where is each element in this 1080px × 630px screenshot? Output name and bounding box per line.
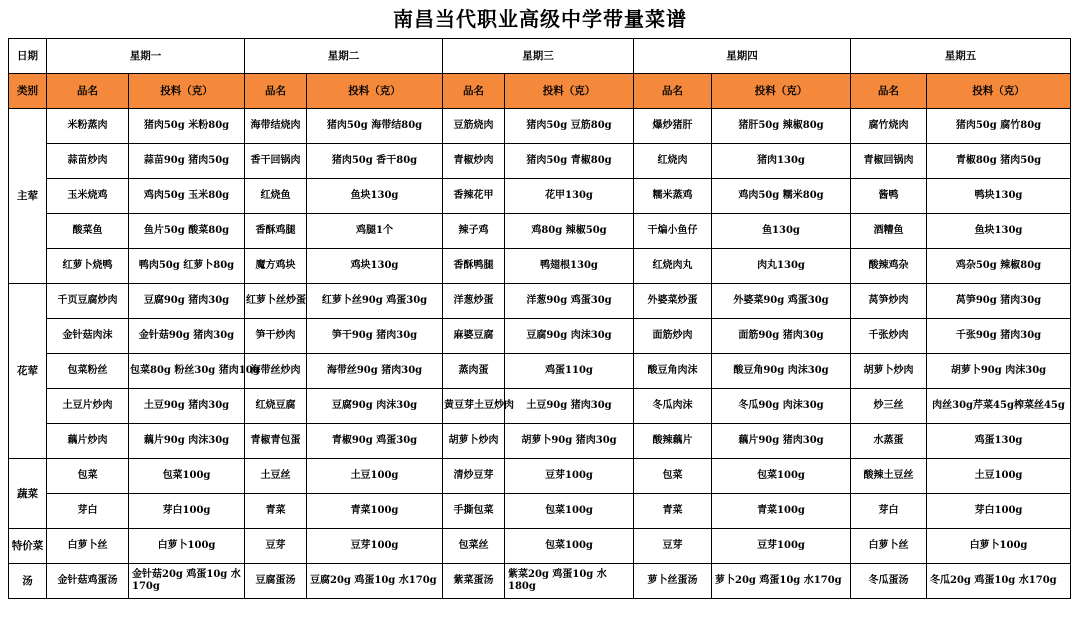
dish-amount: 猪肉50g 腐竹80g (927, 109, 1071, 144)
dish-name: 酸辣土豆丝 (851, 459, 927, 494)
dish-name: 白萝卜丝 (47, 529, 129, 564)
dish-name: 土豆丝 (245, 459, 307, 494)
dish-name: 藕片炒肉 (47, 424, 129, 459)
dish-name: 豆筋烧肉 (443, 109, 505, 144)
menu-row (9, 424, 1071, 459)
dish-name: 洋葱炒蛋 (443, 284, 505, 319)
dish-amount: 土豆100g (307, 459, 443, 494)
dish-amount: 鱼块130g (307, 179, 443, 214)
category-cell: 汤 (9, 564, 47, 599)
dish-amount: 土豆100g (927, 459, 1071, 494)
dish-amount: 包菜100g (505, 529, 634, 564)
dish-amount: 豆芽100g (505, 459, 634, 494)
dish-name: 水蒸蛋 (851, 424, 927, 459)
dish-amount: 千张90g 猪肉30g (927, 319, 1071, 354)
dish-name: 海带结烧肉 (245, 109, 307, 144)
dish-amount: 鸡杂50g 辣椒80g (927, 249, 1071, 284)
dish-amount: 萝卜20g 鸡蛋10g 水170g (712, 564, 851, 599)
amount-header: 投料（克） (927, 74, 1071, 109)
dish-name: 冬瓜蛋汤 (851, 564, 927, 599)
dish-name: 芽白 (47, 494, 129, 529)
dish-amount: 豆芽100g (307, 529, 443, 564)
dish-name: 海带丝炒肉 (245, 354, 307, 389)
dish-amount: 豆腐90g 肉沫30g (307, 389, 443, 424)
dish-amount: 包菜100g (505, 494, 634, 529)
dish-amount: 猪肉50g 豆筋80g (505, 109, 634, 144)
dish-amount: 冬瓜20g 鸡蛋10g 水170g (927, 564, 1071, 599)
dish-amount: 肉丸130g (712, 249, 851, 284)
dish-name: 炒三丝 (851, 389, 927, 424)
dish-amount: 藕片90g 猪肉30g (712, 424, 851, 459)
dish-amount: 豆腐90g 肉沫30g (505, 319, 634, 354)
day-header: 星期四 (634, 39, 851, 74)
dish-name: 手撕包菜 (443, 494, 505, 529)
dish-amount: 外婆菜90g 鸡蛋30g (712, 284, 851, 319)
menu-row (9, 389, 1071, 424)
dish-amount: 胡萝卜90g 猪肉30g (505, 424, 634, 459)
dish-amount: 鸭块130g (927, 179, 1071, 214)
dish-name: 清炒豆芽 (443, 459, 505, 494)
day-row (9, 39, 1071, 74)
name-header: 品名 (245, 74, 307, 109)
menu-row (9, 249, 1071, 284)
category-cell: 蔬菜 (9, 459, 47, 529)
dish-amount: 肉丝30g芹菜45g榨菜丝45g (927, 389, 1071, 424)
dish-name: 千张炒肉 (851, 319, 927, 354)
dish-amount: 土豆90g 猪肉30g (505, 389, 634, 424)
dish-amount: 鸡80g 辣椒50g (505, 214, 634, 249)
dish-name: 土豆片炒肉 (47, 389, 129, 424)
menu-row (9, 319, 1071, 354)
dish-name: 玉米烧鸡 (47, 179, 129, 214)
dish-name: 面筋炒肉 (634, 319, 712, 354)
dish-amount: 金针菇90g 猪肉30g (129, 319, 245, 354)
dish-amount: 鸭肉50g 红萝卜80g (129, 249, 245, 284)
name-header: 品名 (443, 74, 505, 109)
dish-name: 包菜 (634, 459, 712, 494)
dish-name: 金针菇肉沫 (47, 319, 129, 354)
dish-name: 包菜丝 (443, 529, 505, 564)
category-cell: 特价菜 (9, 529, 47, 564)
dish-amount: 花甲130g (505, 179, 634, 214)
dish-amount: 鸭翅根130g (505, 249, 634, 284)
menu-row (9, 284, 1071, 319)
dish-name: 酸菜鱼 (47, 214, 129, 249)
dish-name: 腐竹烧肉 (851, 109, 927, 144)
dish-name: 糯米蒸鸡 (634, 179, 712, 214)
amount-header: 投料（克） (712, 74, 851, 109)
dish-name: 青椒回锅肉 (851, 144, 927, 179)
dish-name: 笋干炒肉 (245, 319, 307, 354)
dish-name: 红烧豆腐 (245, 389, 307, 424)
dish-name: 麻婆豆腐 (443, 319, 505, 354)
dish-amount: 包菜100g (712, 459, 851, 494)
dish-name: 红萝卜烧鸭 (47, 249, 129, 284)
name-header: 品名 (47, 74, 129, 109)
dish-amount: 猪肉130g (712, 144, 851, 179)
dish-amount: 冬瓜90g 肉沫30g (712, 389, 851, 424)
dish-amount: 青菜100g (712, 494, 851, 529)
dish-amount: 青椒90g 鸡蛋30g (307, 424, 443, 459)
dish-amount: 青菜100g (307, 494, 443, 529)
dish-name: 白萝卜丝 (851, 529, 927, 564)
dish-name: 香酥鸭腿 (443, 249, 505, 284)
dish-name: 红烧鱼 (245, 179, 307, 214)
dish-amount: 豆芽100g (712, 529, 851, 564)
dish-name: 豆腐蛋汤 (245, 564, 307, 599)
dish-amount: 藕片90g 肉沫30g (129, 424, 245, 459)
column-header-row (9, 74, 1071, 109)
dish-amount: 鸡腿1个 (307, 214, 443, 249)
dish-amount: 金针菇20g 鸡蛋10g 水170g (129, 564, 245, 599)
dish-name: 干煸小鱼仔 (634, 214, 712, 249)
dish-name: 青菜 (245, 494, 307, 529)
dish-amount: 洋葱90g 鸡蛋30g (505, 284, 634, 319)
dish-amount: 猪肝50g 辣椒80g (712, 109, 851, 144)
dish-amount: 青椒80g 猪肉50g (927, 144, 1071, 179)
amount-header: 投料（克） (505, 74, 634, 109)
dish-name: 米粉蒸肉 (47, 109, 129, 144)
dish-name: 青菜 (634, 494, 712, 529)
dish-amount: 包菜100g (129, 459, 245, 494)
menu-row (9, 459, 1071, 494)
dish-amount: 包菜80g 粉丝30g 猪肉10g (129, 354, 245, 389)
dish-name: 金针菇鸡蛋汤 (47, 564, 129, 599)
dish-name: 蒸肉蛋 (443, 354, 505, 389)
dish-name: 酒糟鱼 (851, 214, 927, 249)
dish-amount: 胡萝卜90g 肉沫30g (927, 354, 1071, 389)
dish-name: 酸辣鸡杂 (851, 249, 927, 284)
dish-name: 包菜粉丝 (47, 354, 129, 389)
menu-table (8, 38, 1071, 599)
menu-row (9, 494, 1071, 529)
menu-row (9, 144, 1071, 179)
amount-header: 投料（克） (129, 74, 245, 109)
dish-name: 辣子鸡 (443, 214, 505, 249)
day-header: 星期一 (47, 39, 245, 74)
dish-amount: 笋干90g 猪肉30g (307, 319, 443, 354)
dish-amount: 鱼块130g (927, 214, 1071, 249)
menu-row (9, 109, 1071, 144)
category-cell: 花荤 (9, 284, 47, 459)
dish-amount: 鸡块130g (307, 249, 443, 284)
dish-amount: 土豆90g 猪肉30g (129, 389, 245, 424)
category-cell: 主荤 (9, 109, 47, 284)
dish-name: 冬瓜肉沫 (634, 389, 712, 424)
name-header: 品名 (851, 74, 927, 109)
dish-amount: 猪肉50g 海带结80g (307, 109, 443, 144)
dish-amount: 鸡蛋130g (927, 424, 1071, 459)
dish-amount: 面筋90g 猪肉30g (712, 319, 851, 354)
dish-amount: 鸡肉50g 糯米80g (712, 179, 851, 214)
dish-name: 黄豆芽土豆炒肉 (443, 389, 505, 424)
dish-name: 胡萝卜炒肉 (443, 424, 505, 459)
dish-name: 红萝卜丝炒蛋 (245, 284, 307, 319)
dish-amount: 白萝卜100g (129, 529, 245, 564)
dish-name: 千页豆腐炒肉 (47, 284, 129, 319)
dish-amount: 红萝卜丝90g 鸡蛋30g (307, 284, 443, 319)
dish-amount: 豆腐20g 鸡蛋10g 水170g (307, 564, 443, 599)
dish-name: 蒜苗炒肉 (47, 144, 129, 179)
name-header: 品名 (634, 74, 712, 109)
dish-name: 红烧肉 (634, 144, 712, 179)
dish-name: 芽白 (851, 494, 927, 529)
dish-name: 酸豆角肉沫 (634, 354, 712, 389)
day-header: 星期二 (245, 39, 443, 74)
dish-amount: 白萝卜100g (927, 529, 1071, 564)
dish-name: 豆芽 (245, 529, 307, 564)
dish-name: 青椒炒肉 (443, 144, 505, 179)
dish-name: 香干回锅肉 (245, 144, 307, 179)
dish-name: 包菜 (47, 459, 129, 494)
day-header: 星期三 (443, 39, 634, 74)
menu-body (9, 39, 1071, 599)
menu-row (9, 214, 1071, 249)
dish-amount: 酸豆角90g 肉沫30g (712, 354, 851, 389)
day-header: 星期五 (851, 39, 1071, 74)
dish-name: 红烧肉丸 (634, 249, 712, 284)
dish-name: 莴笋炒肉 (851, 284, 927, 319)
dish-name: 萝卜丝蛋汤 (634, 564, 712, 599)
day-label: 日期 (9, 39, 47, 74)
dish-amount: 芽白100g (129, 494, 245, 529)
dish-amount: 鱼片50g 酸菜80g (129, 214, 245, 249)
menu-row (9, 354, 1071, 389)
dish-amount: 猪肉50g 米粉80g (129, 109, 245, 144)
dish-name: 青椒青包蛋 (245, 424, 307, 459)
dish-name: 香酥鸡腿 (245, 214, 307, 249)
dish-amount: 莴笋90g 猪肉30g (927, 284, 1071, 319)
category-label: 类别 (9, 74, 47, 109)
dish-name: 紫菜蛋汤 (443, 564, 505, 599)
dish-amount: 豆腐90g 猪肉30g (129, 284, 245, 319)
dish-amount: 鸡蛋110g (505, 354, 634, 389)
dish-amount: 海带丝90g 猪肉30g (307, 354, 443, 389)
dish-name: 豆芽 (634, 529, 712, 564)
amount-header: 投料（克） (307, 74, 443, 109)
dish-amount: 芽白100g (927, 494, 1071, 529)
dish-amount: 蒜苗90g 猪肉50g (129, 144, 245, 179)
menu-row (9, 179, 1071, 214)
dish-amount: 猪肉50g 青椒80g (505, 144, 634, 179)
dish-amount: 鱼130g (712, 214, 851, 249)
dish-name: 魔方鸡块 (245, 249, 307, 284)
dish-name: 酱鸭 (851, 179, 927, 214)
dish-amount: 猪肉50g 香干80g (307, 144, 443, 179)
dish-name: 外婆菜炒蛋 (634, 284, 712, 319)
menu-row (9, 529, 1071, 564)
dish-name: 胡萝卜炒肉 (851, 354, 927, 389)
menu-row (9, 564, 1071, 599)
dish-amount: 紫菜20g 鸡蛋10g 水180g (505, 564, 634, 599)
dish-name: 香辣花甲 (443, 179, 505, 214)
dish-name: 爆炒猪肝 (634, 109, 712, 144)
page-title: 南昌当代职业高级中学带量菜谱 (393, 7, 687, 31)
dish-amount: 鸡肉50g 玉米80g (129, 179, 245, 214)
dish-name: 酸辣藕片 (634, 424, 712, 459)
